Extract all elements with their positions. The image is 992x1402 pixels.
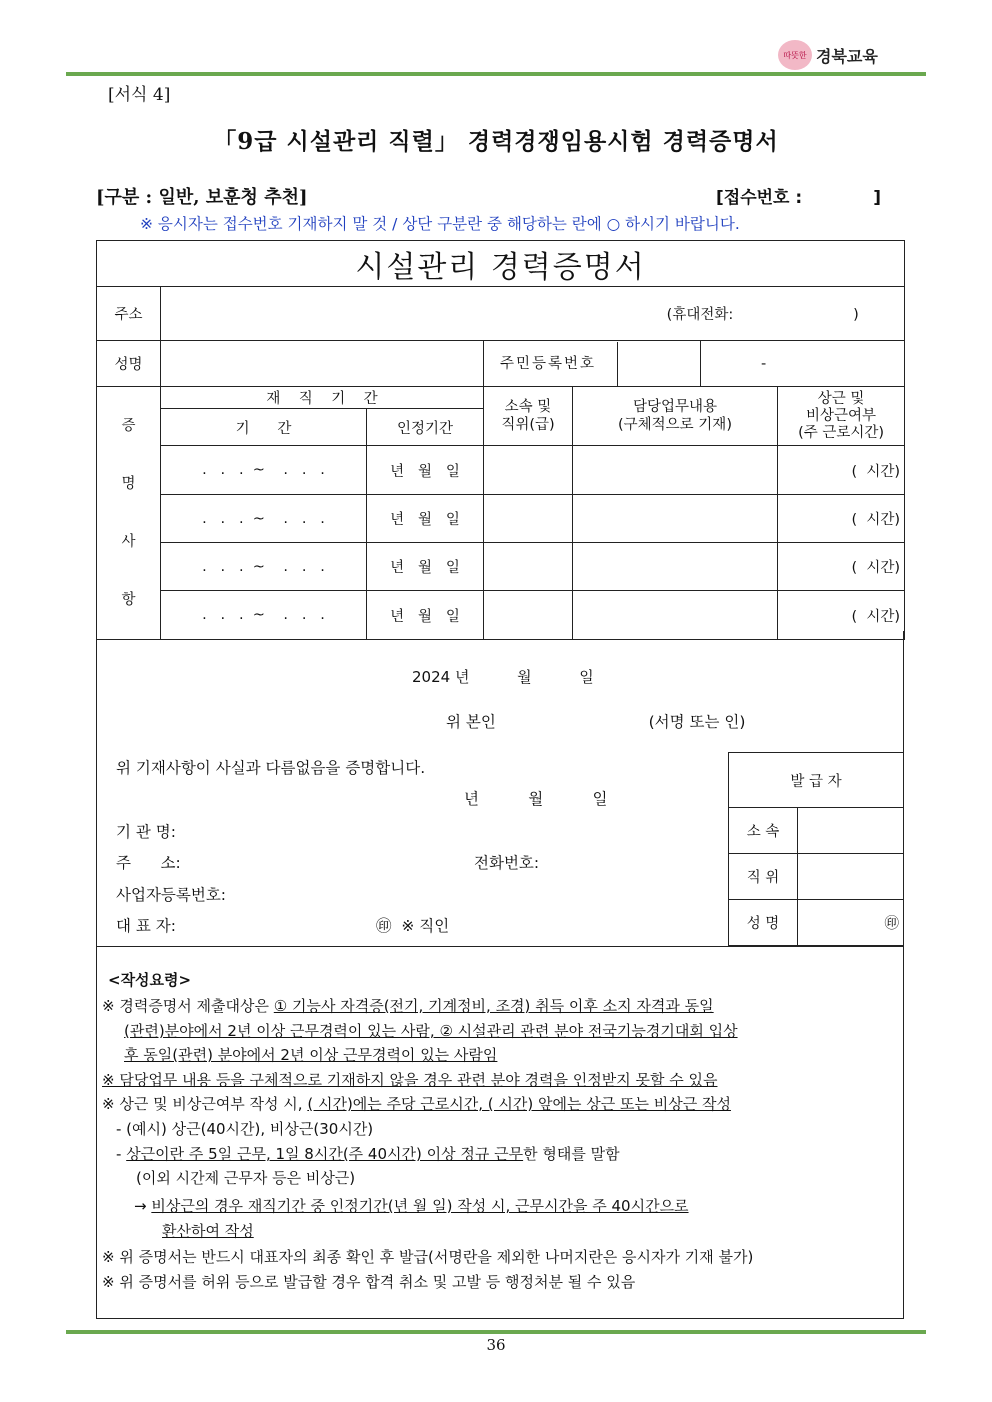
- hours-field[interactable]: ( 시간): [778, 543, 905, 591]
- representative-label: 대 표 자:: [116, 917, 176, 935]
- issuer-dept-label: 소 속: [729, 808, 798, 854]
- dept-field[interactable]: [484, 495, 573, 543]
- side-char: 사: [121, 534, 136, 550]
- logo-seal: 따뜻한: [778, 40, 812, 70]
- issuer-name-label: 성 명: [729, 900, 798, 946]
- rrn-label-text: 주민등록번호: [499, 355, 597, 372]
- applicant-signature: 위 본인 (서명 또는 인): [446, 713, 746, 731]
- note-line: (관련)분야에서 2년 이상 근무경력이 있는 사람, ② 시설관리 관련 분야 전국기능경기대회 입상: [124, 1022, 738, 1040]
- issuer-position-field[interactable]: [798, 854, 904, 900]
- certificate-heading: 시설관리 경력증명서: [97, 241, 905, 287]
- recognized-header: 인정기간: [367, 409, 484, 446]
- org-address-label: 주 소:: [116, 854, 181, 872]
- issuer-title: 발 급 자: [729, 753, 904, 808]
- recognized-field[interactable]: 년 월 일: [367, 543, 484, 591]
- issue-date: 2024 년 월 일: [412, 668, 594, 686]
- issuer-table: [728, 752, 904, 946]
- duty-field[interactable]: [573, 446, 778, 495]
- receipt-number-label: [접수번호 : ]: [716, 188, 881, 208]
- org-phone-label: 전화번호:: [474, 854, 540, 872]
- duty-field[interactable]: [573, 543, 778, 591]
- period-field[interactable]: . . . ~ . . .: [161, 495, 367, 543]
- note-text-underlined: ① 기능사 자격증(전기, 기계정비, 조경) 취득 이후 소지 자격과 동일: [273, 997, 714, 1015]
- table-row: [97, 446, 905, 495]
- note-text: ※ 상근 및 비상근여부 작성 시,: [102, 1095, 308, 1113]
- page-title: 「9급 시설관리 직렬」 경력경쟁임용시험 경력증명서: [213, 128, 779, 155]
- table-row: [97, 495, 905, 543]
- period-field[interactable]: . . . ~ . . .: [161, 591, 367, 640]
- address-label: 주소: [97, 287, 161, 341]
- org-name-label: 기 관 명:: [116, 823, 176, 841]
- form-number: [서식 4]: [108, 85, 171, 105]
- tenure-header: [161, 387, 484, 409]
- note-line: [102, 994, 714, 1019]
- side-char: 명: [121, 476, 136, 492]
- note-text: ※ 경력증명서 제출대상은: [102, 997, 274, 1015]
- logo-name: 경북교육: [816, 46, 878, 66]
- table-row: [97, 543, 905, 591]
- note-text: -: [116, 1145, 127, 1163]
- recognized-field[interactable]: 년 월 일: [367, 446, 484, 495]
- instructions-heading: <작성요령>: [108, 971, 192, 989]
- address-field[interactable]: [161, 287, 905, 341]
- fulltime-header: 상근 및 비상근여부 (주 근로시간): [778, 387, 905, 446]
- side-char: 증: [121, 418, 136, 434]
- top-green-rule: [66, 72, 926, 76]
- dept-field[interactable]: [484, 446, 573, 495]
- rrn-field[interactable]: -: [701, 341, 905, 387]
- notes-divider: [96, 946, 904, 947]
- hours-field[interactable]: ( 시간): [778, 495, 905, 543]
- hours-field[interactable]: ( 시간): [778, 591, 905, 640]
- dept-header: 소속 및 직위(급): [484, 387, 573, 446]
- note-line: - (예시) 상근(40시간), 비상근(30시간): [116, 1120, 374, 1138]
- certification-items-label: [97, 387, 161, 640]
- note-line: 후 동일(관련) 분야에서 2년 이상 근무경력이 있는 사람임: [124, 1046, 498, 1064]
- recognized-field[interactable]: 년 월 일: [367, 591, 484, 640]
- bottom-green-rule: [66, 1330, 926, 1334]
- period-header: 기 간: [161, 409, 367, 446]
- period-field[interactable]: . . . ~ . . .: [161, 446, 367, 495]
- note-text-underlined: 상근이란 주 5일 근무, 1일 8시간(주 40시간) 이상 정규 근무: [126, 1145, 524, 1163]
- hours-field[interactable]: ( 시간): [778, 446, 905, 495]
- note-line: 환산하여 작성: [162, 1222, 254, 1240]
- note-text: 한 형태를 말함: [523, 1145, 620, 1163]
- note-line: (이외 시간제 근무자 등은 비상근): [136, 1169, 356, 1187]
- note-text: →: [134, 1197, 152, 1215]
- name-label: 성명: [97, 341, 161, 387]
- certify-statement: 위 기재사항이 사실과 다름없음을 증명합니다.: [116, 759, 426, 777]
- issuer-dept-field[interactable]: [798, 808, 904, 854]
- official-seal-note: ㊞ ※ 직인: [376, 917, 450, 935]
- note-line: ※ 담당업무 내용 등을 구체적으로 기재하지 않을 경우 관련 분야 경력을 인정받지 못할 수 있음: [102, 1071, 718, 1089]
- side-char: 항: [121, 592, 136, 608]
- note-line: [116, 1142, 620, 1167]
- mobile-phone-label: (휴대전화: ): [666, 307, 859, 323]
- business-number-label: 사업자등록번호:: [116, 886, 227, 904]
- note-line: ※ 위 증명서를 허위 등으로 발급할 경우 합격 취소 및 고발 등 행정처분 될 수 있음: [102, 1273, 636, 1291]
- logo: [778, 40, 878, 70]
- note-text-underlined: 비상근의 경우 재직기간 중 인정기간(년 월 일) 작성 시, 근무시간을 주 40시간으로: [151, 1197, 689, 1215]
- tenure-header-text: 재 직 기 간: [266, 391, 378, 407]
- name-field[interactable]: [161, 341, 484, 387]
- period-field[interactable]: . . . ~ . . .: [161, 543, 367, 591]
- certificate-table: [96, 240, 905, 640]
- recognized-field[interactable]: 년 월 일: [367, 495, 484, 543]
- applicant-notice: ※ 응시자는 접수번호 기재하지 말 것 / 상단 구분란 중 해당하는 란에 ○ 하시기 바랍니다.: [140, 215, 740, 233]
- dept-field[interactable]: [484, 543, 573, 591]
- note-text-underlined: ( 시간)에는 주당 근로시간, ( 시간) 앞에는 상근 또는 비상근 작성: [307, 1095, 731, 1113]
- duty-field[interactable]: [573, 495, 778, 543]
- note-line: ※ 위 증명서는 반드시 대표자의 최종 확인 후 발급(서명란을 제외한 나머지란은 응시자가 기재 불가): [102, 1248, 754, 1266]
- note-line: [134, 1194, 689, 1219]
- duty-header: 담당업무내용 (구체적으로 기재): [573, 387, 778, 446]
- rrn-label: [484, 341, 701, 387]
- note-line: [102, 1092, 731, 1117]
- issuer-seal[interactable]: ㊞: [798, 900, 904, 946]
- certify-date: 년 월 일: [464, 790, 608, 808]
- issuer-position-label: 직 위: [729, 854, 798, 900]
- category-label: [구분 : 일반, 보훈청 추천]: [96, 187, 308, 208]
- page-number: 36: [486, 1336, 506, 1354]
